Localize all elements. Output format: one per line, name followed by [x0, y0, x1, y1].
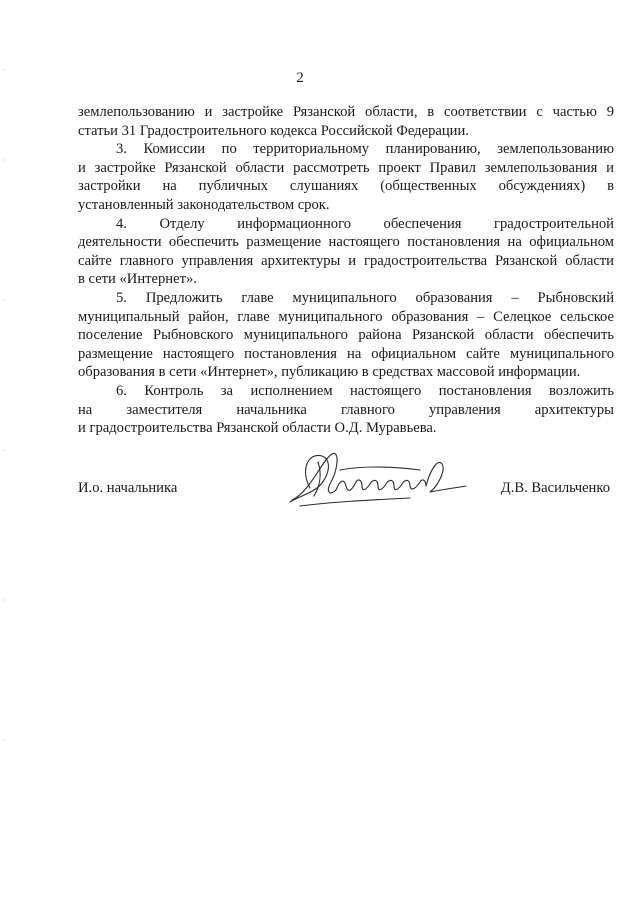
signer-name: Д.В. Васильченко [500, 480, 610, 496]
text-line: и застройке Рязанской области рассмотреть проект Правил землепользования и [78, 159, 614, 176]
paragraph-p-5 [78, 289, 614, 382]
text-line: 4. Отделу информационного обеспечения градостроительной [116, 215, 614, 232]
text-line: установленный законодательством срок. [78, 196, 330, 213]
text-line: муниципальный район, главе муниципального образования – Селецкое сельское [78, 308, 614, 325]
text-line: землепользованию и застройке Рязанской области, в соответствии с частью 9 [78, 104, 614, 120]
text-line: образования в сети «Интернет», публикацию в средствах массовой информации. [78, 364, 581, 381]
text-line: на заместителя начальника главного управления архитектуры [78, 401, 614, 418]
paragraph-p-6 [78, 382, 614, 438]
text-line: 6. Контроль за исполнением настоящего постановления возложить [116, 382, 614, 399]
text-line: размещение настоящего постановления на официальном сайте муниципального [78, 345, 614, 362]
text-line: сайте главного управления архитектуры и градостроительства Рязанской области [78, 252, 614, 269]
text-line: деятельности обеспечить размещение настоящего постановления на официальном [78, 234, 614, 251]
paragraph-p-cont [78, 103, 614, 140]
signature-block [78, 480, 614, 510]
paragraph-p-3 [78, 140, 614, 214]
text-line: 3. Комиссии по территориальному планированию, землепользованию [116, 141, 614, 158]
paragraph-p-4 [78, 215, 614, 289]
text-line: и градостроительства Рязанской области О.Д. Муравьева. [78, 420, 437, 437]
text-line: поселение Рыбновского муниципального района Рязанской области обеспечить [78, 327, 614, 344]
text-line: статьи 31 Градостроительного кодекса Российской Федерации. [78, 122, 469, 139]
scan-margin-marks [2, 40, 6, 860]
page-number: 2 [296, 70, 304, 86]
signer-position: И.о. начальника [78, 480, 178, 496]
text-line: в сети «Интернет». [78, 271, 197, 288]
text-line: застройки на публичных слушаниях (общественных обсуждениях) в [78, 178, 614, 195]
text-line: 5. Предложить главе муниципального образования – Рыбновский [116, 289, 614, 306]
document-body [78, 103, 614, 438]
